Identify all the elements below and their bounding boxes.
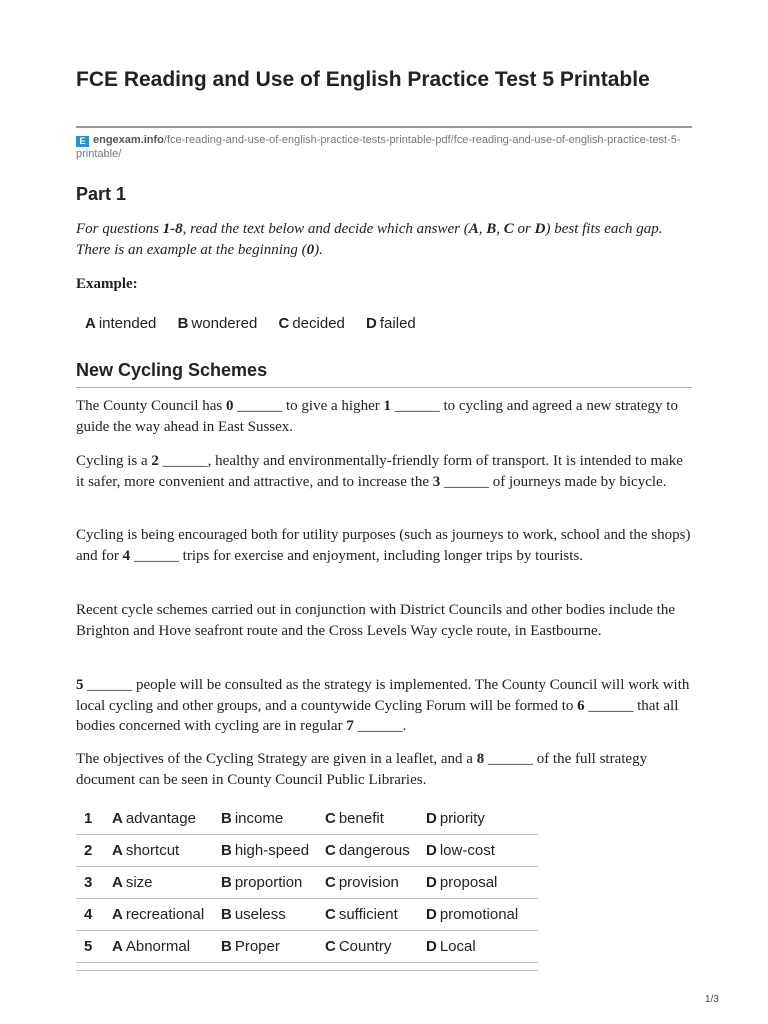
example-option-a: A intended [85, 315, 157, 332]
table-row [76, 803, 538, 835]
answer-options-table [76, 803, 538, 963]
option-c: C dangerous [321, 835, 422, 867]
example-option-c: C decided [278, 315, 345, 332]
engexam-logo-icon: E [76, 136, 89, 147]
instructions: For questions 1-8, read the text below and decide which answer (A, B, C or D) best fits each gap. There is an example at the beginning (0). [76, 221, 663, 258]
option-b: B high-speed [217, 835, 321, 867]
option-a: A Abnormal [108, 931, 217, 963]
title-divider [76, 126, 692, 128]
option-d: D promotional [422, 899, 538, 931]
question-number: 5 [76, 931, 108, 963]
option-c: C provision [321, 867, 422, 899]
page-title: FCE Reading and Use of English Practice Test 5 Printable [76, 68, 650, 91]
table-row [76, 867, 538, 899]
table-row [76, 835, 538, 867]
question-number: 2 [76, 835, 108, 867]
option-d: D priority [422, 803, 538, 835]
option-a: A advantage [108, 803, 217, 835]
source-path[interactable]: /fce-reading-and-use-of-english-practice-tests-printable-pdf/fce-reading-and-use-of-english-practice-test-5-printable/ [76, 134, 681, 160]
page-number: 1/3 [705, 994, 719, 1005]
table-end-divider [76, 970, 538, 971]
example-label: Example: [76, 276, 138, 292]
example-option-b: B wondered [177, 315, 258, 332]
source-url[interactable] [76, 133, 692, 161]
paragraph-2: Cycling is a 2 ______, healthy and environmentally-friendly form of transport. It is intended to make it safer, more convenient and attractive, and to increase the 3 ______ of journeys made by bicycle. [76, 453, 683, 490]
question-number: 1 [76, 803, 108, 835]
part-heading: Part 1 [76, 184, 127, 204]
question-number: 4 [76, 899, 108, 931]
option-b: B proportion [217, 867, 321, 899]
source-site[interactable]: engexam.info [93, 134, 164, 146]
example-option-d: D failed [366, 315, 416, 332]
text-title-divider [76, 387, 692, 388]
option-c: C sufficient [321, 899, 422, 931]
question-number: 3 [76, 867, 108, 899]
paragraph-6: The objectives of the Cycling Strategy are given in a leaflet, and a 8 ______ of the full strategy document can be seen in County Council Public Libraries. [76, 751, 648, 788]
option-d: D low-cost [422, 835, 538, 867]
option-d: D Local [422, 931, 538, 963]
paragraph-5: 5 ______ people will be consulted as the strategy is implemented. The County Council will work with local cycling and other groups, and a countywide Cycling Forum will be formed to 6 ______ that all bodies concerned with cycling are in regular 7 ______. [76, 677, 690, 734]
paragraph-1: The County Council has 0 ______ to give a higher 1 ______ to cycling and agreed a new strategy to guide the way ahead in East Sussex. [76, 398, 678, 435]
table-row [76, 931, 538, 963]
option-b: B Proper [217, 931, 321, 963]
option-d: D proposal [422, 867, 538, 899]
paragraph-4: Recent cycle schemes carried out in conjunction with District Councils and other bodies include the Brighton and Hove seafront route and the Cross Levels Way cycle route, in Eastbourne. [76, 602, 675, 639]
option-a: A recreational [108, 899, 217, 931]
paragraph-3: Cycling is being encouraged both for utility purposes (such as journeys to work, school and the shops) and for 4 ______ trips for exercise and enjoyment, including longer trips by tourists. [76, 527, 691, 564]
example-options [85, 315, 433, 332]
option-a: A shortcut [108, 835, 217, 867]
option-b: B income [217, 803, 321, 835]
table-row [76, 899, 538, 931]
option-c: C Country [321, 931, 422, 963]
text-title: New Cycling Schemes [76, 360, 268, 380]
option-b: B useless [217, 899, 321, 931]
option-a: A size [108, 867, 217, 899]
option-c: C benefit [321, 803, 422, 835]
